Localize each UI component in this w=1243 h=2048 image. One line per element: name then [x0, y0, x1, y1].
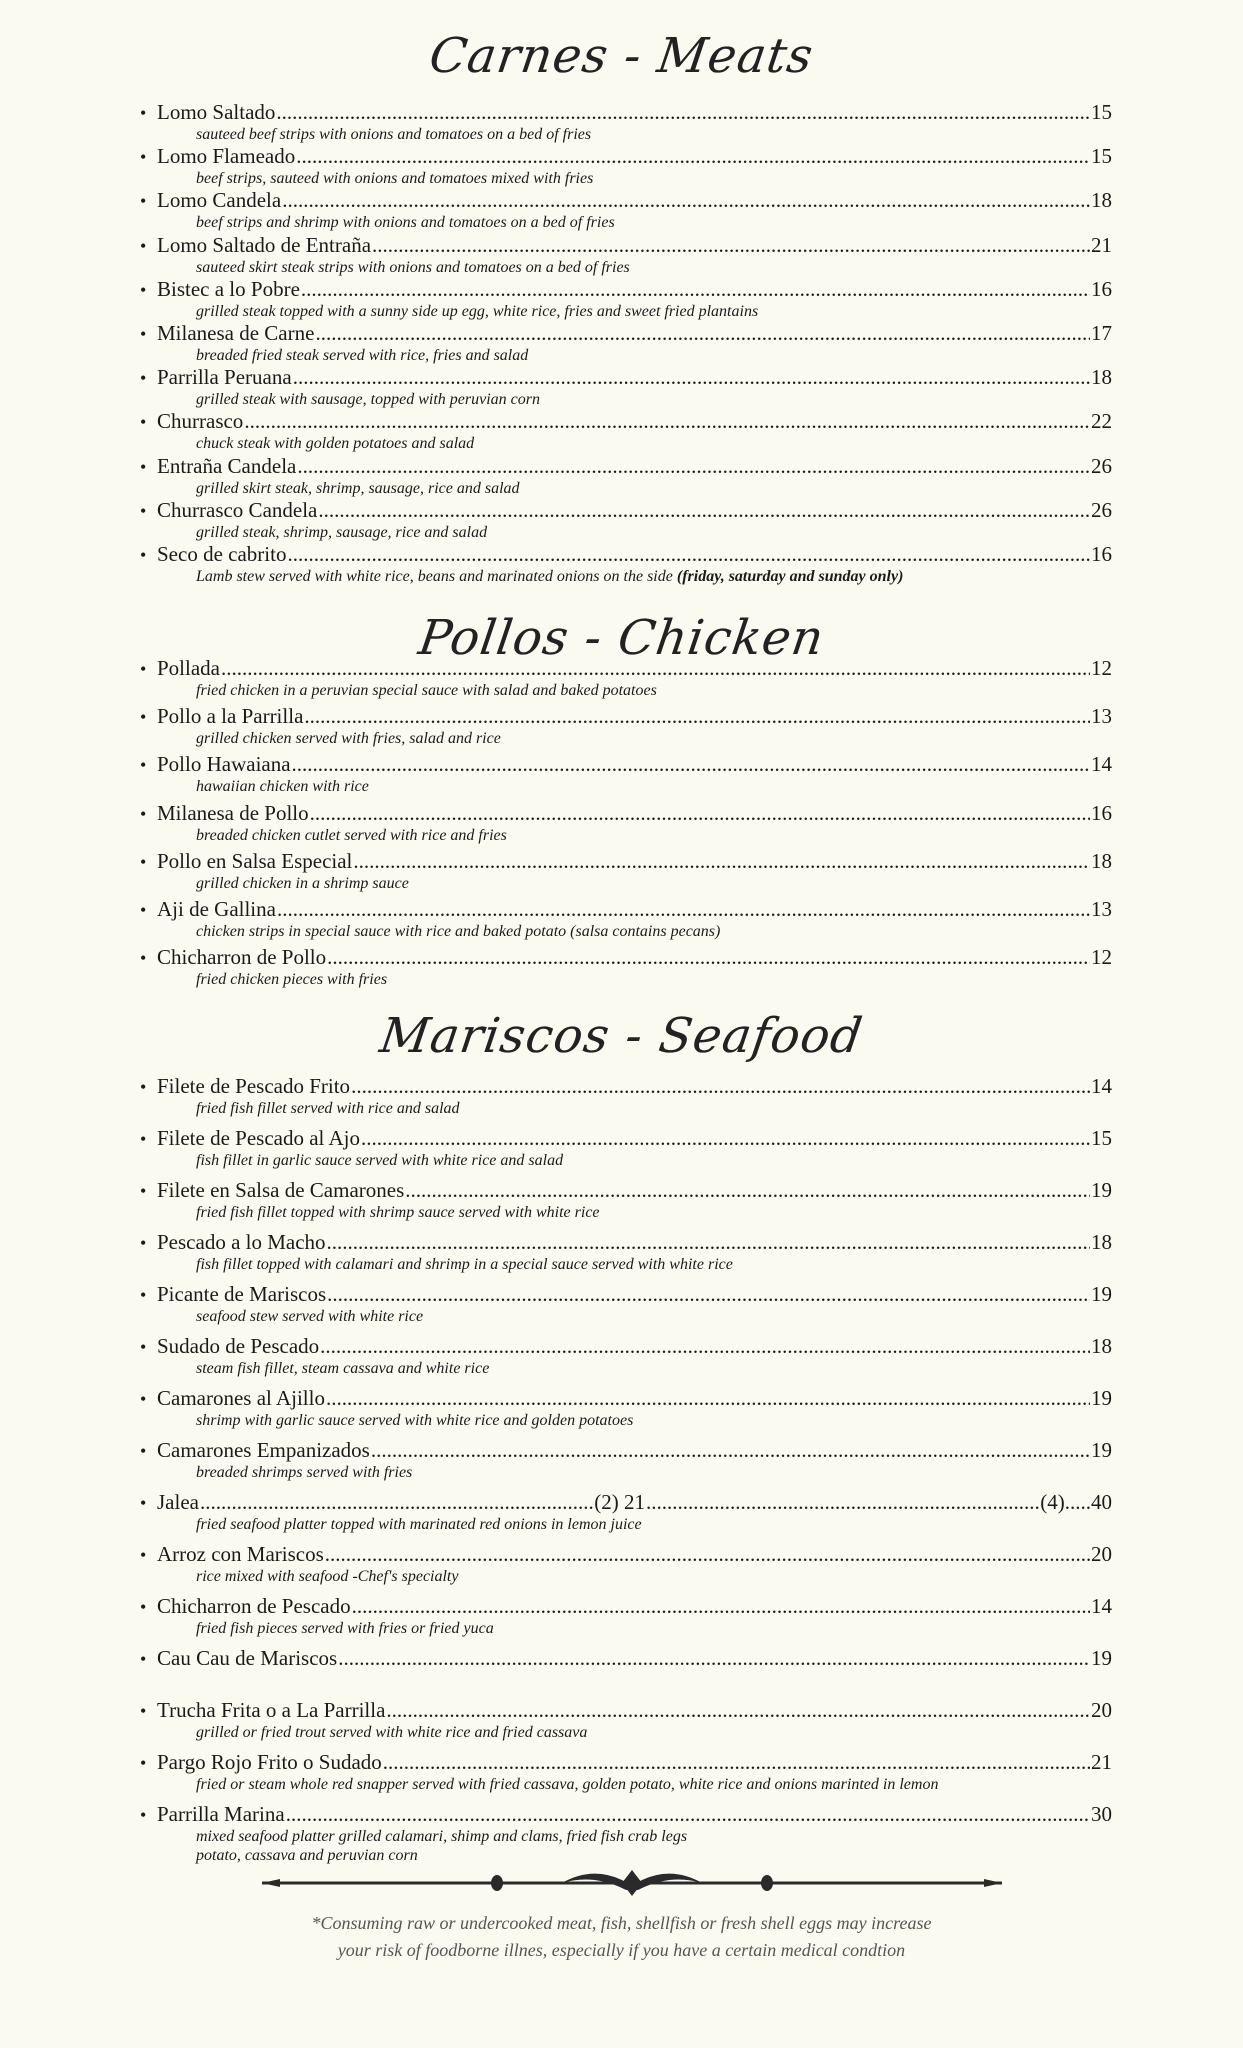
item-description [196, 1255, 1112, 1274]
menu-item [140, 498, 1112, 542]
item-description [196, 777, 1112, 796]
item-name: Milanesa de Carne [157, 321, 315, 345]
bullet-icon: • [140, 659, 147, 679]
ornamental-divider [262, 1866, 1002, 1900]
leader-dots [386, 1698, 1090, 1722]
bullet-icon: • [140, 948, 147, 969]
menu-item [140, 454, 1112, 498]
leader-dots [383, 1750, 1090, 1774]
leader-dots [297, 454, 1090, 478]
item-price: 18 [1091, 848, 1112, 873]
bullet-icon: • [140, 1129, 147, 1149]
menu-item-row [140, 277, 1112, 302]
item-description-text: grilled chicken in a shrimp sauce [196, 874, 409, 892]
item-name: Camarones al Ajillo [157, 1386, 325, 1410]
leader-dots [293, 365, 1090, 389]
item-description [196, 567, 1112, 586]
item-name: Sudado de Pescado [157, 1334, 320, 1358]
item-name: Bistec a lo Pobre [157, 276, 300, 301]
section-title-chicken: Pollos - Chicken [415, 610, 828, 666]
bullet-icon: • [140, 1441, 147, 1461]
menu-item [140, 1334, 1112, 1378]
bullet-icon: • [140, 412, 147, 433]
menu-item [140, 1750, 1112, 1794]
item-description [196, 1359, 1112, 1378]
menu-item [140, 656, 1112, 700]
menu-item-row [140, 1334, 1112, 1359]
item-name: Pescado a lo Macho [157, 1230, 326, 1254]
menu-item [140, 277, 1112, 321]
item-description [196, 681, 1112, 700]
item-description [196, 874, 1112, 893]
disclaimer-line-2: your risk of foodborne illnes, especially if you have a certain medical condtion [337, 1940, 906, 1960]
item-description [196, 1463, 1112, 1482]
item-description-continued: potato, cassava and peruvian corn [196, 1847, 418, 1864]
item-name: Lomo Flameado [157, 144, 296, 169]
item-description [196, 1775, 1112, 1794]
item-name: Chicharron de Pescado [157, 1594, 351, 1618]
item-description [196, 434, 1112, 453]
bullet-icon: • [140, 1753, 147, 1773]
item-description [196, 169, 1112, 188]
item-description-text: fried seafood platter topped with marinated red onions in lemon juice [196, 1516, 642, 1533]
item-description [196, 346, 1112, 365]
menu-item [140, 188, 1112, 232]
menu-item [140, 1282, 1112, 1326]
item-description-text: sauteed skirt steak strips with onions and tomatoes on a bed of fries [196, 258, 630, 276]
item-name: Pollo Hawaiana [157, 752, 291, 777]
menu-item-row [140, 1594, 1112, 1619]
item-description-text: chuck steak with golden potatoes and salad [196, 435, 475, 453]
leader-dots [292, 752, 1090, 776]
item-name: Camarones Empanizados [157, 1438, 370, 1462]
item-description [196, 922, 1112, 941]
leader-dots [351, 1074, 1090, 1098]
item-description-text: sauteed beef strips with onions and tomatoes on a bed of fries [196, 126, 592, 143]
menu-item [140, 1646, 1112, 1671]
menu-item [140, 1542, 1112, 1586]
item-price: 14 [1091, 1594, 1112, 1618]
item-description [196, 390, 1112, 409]
item-description-text: grilled skirt steak, shrimp, sausage, rice and salad [196, 479, 520, 497]
menu-item-row [140, 1438, 1112, 1463]
bullet-icon: • [140, 1701, 147, 1721]
bullet-icon: • [140, 500, 147, 521]
item-description-text: fried fish fillet served with rice and salad [196, 1100, 460, 1117]
bullet-icon: • [140, 755, 147, 776]
menu-item [140, 752, 1112, 796]
item-description [196, 479, 1112, 498]
menu-item-row [140, 656, 1112, 681]
leader-dots [371, 1438, 1090, 1462]
item-description [196, 258, 1112, 277]
menu-item-row [140, 1230, 1112, 1255]
item-price: 30 [1091, 1802, 1112, 1826]
leader-dots [304, 704, 1090, 728]
bullet-icon: • [140, 1649, 147, 1669]
menu-item-row [140, 1282, 1112, 1307]
leader-dots [320, 1334, 1090, 1358]
item-price: 16 [1091, 800, 1112, 825]
leader-dots [405, 1178, 1090, 1202]
menu-item-row [140, 1178, 1112, 1203]
item-price: 22 [1091, 409, 1112, 434]
menu-item [140, 542, 1112, 586]
leader-dots [352, 1594, 1090, 1618]
health-disclaimer [0, 1910, 1243, 1964]
bullet-icon: • [140, 1233, 147, 1253]
item-price: 12 [1091, 656, 1112, 680]
menu-item-row [140, 454, 1112, 479]
bullet-icon: • [140, 235, 147, 256]
menu-item [140, 1698, 1112, 1742]
bullet-icon: • [140, 279, 147, 300]
menu-item [140, 1594, 1112, 1638]
leader-dots [276, 100, 1090, 124]
bullet-icon: • [140, 1285, 147, 1305]
bullet-icon: • [140, 545, 147, 565]
menu-item [140, 897, 1112, 941]
leader-dots [221, 656, 1090, 680]
menu-item-row [140, 144, 1112, 169]
item-price: 17 [1091, 321, 1112, 345]
item-price: 21 [1091, 232, 1112, 257]
leader-dots [327, 945, 1090, 969]
item-name: Lomo Saltado [157, 100, 276, 124]
item-description-text: seafood stew served with white rice [196, 1308, 424, 1325]
bullet-icon: • [140, 851, 147, 872]
section-title-meats: Carnes - Meats [426, 28, 817, 84]
bullet-icon: • [140, 1389, 147, 1409]
item-description-text: chicken strips in special sauce with rice and baked potato (salsa contains pecans) [196, 923, 721, 940]
bullet-icon: • [140, 1181, 147, 1201]
menu-item-row [140, 409, 1112, 434]
bullet-icon: • [140, 1337, 147, 1357]
leader-dots [244, 409, 1090, 433]
item-description-note: (friday, saturday and sunday only) [676, 568, 904, 585]
menu-item-row [140, 1490, 1112, 1515]
bullet-icon: • [140, 368, 147, 389]
leader-dots [325, 1542, 1090, 1566]
item-description [196, 523, 1112, 542]
menu-item-row [140, 1698, 1112, 1723]
item-name: Seco de cabrito [157, 542, 287, 566]
item-description [196, 302, 1112, 321]
item-description-text: grilled steak, shrimp, sausage, rice and salad [196, 523, 488, 541]
item-price: 20 [1091, 1542, 1112, 1566]
menu-item-row [140, 365, 1112, 390]
item-description [196, 970, 1112, 989]
item-description-text: grilled or fried trout served with white rice and fried cassava [196, 1724, 588, 1741]
menu-item [140, 1438, 1112, 1482]
menu-item [140, 1230, 1112, 1274]
section-title-seafood: Mariscos - Seafood [376, 1008, 867, 1064]
menu-item [140, 144, 1112, 188]
leader-dots [353, 849, 1090, 873]
item-price: 18 [1091, 365, 1112, 390]
item-description-text: beef strips, sauteed with onions and tomatoes mixed with fries [196, 170, 594, 188]
item-description [196, 1827, 1112, 1846]
menu-item-row [140, 1126, 1112, 1151]
menu-item [140, 704, 1112, 748]
item-name: Picante de Mariscos [157, 1282, 327, 1306]
item-name: Lomo Saltado de Entraña [157, 232, 372, 257]
item-price-small: (2) 21 [594, 1490, 645, 1514]
item-description-text: breaded fried steak served with rice, fries and salad [196, 347, 529, 364]
item-description-text: fried fish pieces served with fries or fried yuca [196, 1620, 494, 1637]
bullet-icon: • [140, 191, 147, 212]
disclaimer-line-1: *Consuming raw or undercooked meat, fish, shellfish or fresh shell eggs may increase [311, 1913, 932, 1933]
item-price: 13 [1091, 704, 1112, 729]
item-price: 14 [1091, 1074, 1112, 1098]
item-price: 20 [1091, 1698, 1112, 1722]
item-price: 19 [1091, 1438, 1112, 1462]
leader-dots [301, 277, 1090, 301]
item-name: Milanesa de Pollo [157, 800, 309, 825]
leader-dots [318, 498, 1090, 522]
item-name: Cau Cau de Mariscos [157, 1646, 338, 1670]
item-price: 14 [1091, 752, 1112, 777]
leader-dots [286, 1802, 1090, 1826]
item-description [196, 1203, 1112, 1222]
bullet-icon: • [140, 324, 147, 344]
item-description [196, 1567, 1112, 1586]
item-description [196, 1723, 1112, 1742]
leader-dots [282, 188, 1090, 212]
item-price: 16 [1091, 276, 1112, 301]
item-price: 15 [1091, 100, 1112, 124]
item-name: Churrasco Candela [157, 497, 318, 522]
item-price: 13 [1091, 897, 1112, 921]
item-price: 19 [1091, 1646, 1112, 1670]
bullet-icon: • [140, 1493, 147, 1513]
menu-item-row [140, 1802, 1112, 1827]
bullet-icon: • [140, 900, 147, 920]
menu-item-row [140, 233, 1112, 258]
item-description [196, 826, 1112, 845]
leader-dots [287, 542, 1090, 566]
item-price: 18 [1091, 1230, 1112, 1254]
leader-dots [338, 1646, 1090, 1670]
item-description-text: grilled steak with sausage, topped with peruvian corn [196, 391, 540, 409]
item-price: 26 [1091, 453, 1112, 478]
menu-item-row [140, 100, 1112, 125]
item-description [196, 213, 1112, 232]
menu-item [140, 945, 1112, 989]
item-name: Parrilla Peruana [157, 365, 292, 390]
leader-dots [310, 801, 1090, 825]
menu-item [140, 801, 1112, 845]
menu-item-row [140, 542, 1112, 567]
item-price: 26 [1091, 497, 1112, 522]
menu-item-row [140, 752, 1112, 777]
item-description-text: fried chicken in a peruvian special sauce with salad and baked potatoes [196, 682, 657, 699]
item-description [196, 1151, 1112, 1170]
item-description [196, 1099, 1112, 1118]
leader-dots [296, 144, 1090, 168]
menu-item [140, 1802, 1112, 1865]
bullet-icon: • [140, 1597, 147, 1617]
menu-item-row [140, 897, 1112, 922]
item-name: Filete en Salsa de Camarones [157, 1178, 405, 1202]
menu-item-row [140, 188, 1112, 213]
menu-item [140, 1386, 1112, 1430]
menu-item [140, 1490, 1112, 1534]
menu-item-row [140, 849, 1112, 874]
item-price: 18 [1091, 1334, 1112, 1358]
menu-item [140, 321, 1112, 365]
menu-item [140, 409, 1112, 453]
item-name: Pargo Rojo Frito o Sudado [157, 1750, 382, 1774]
item-description-text: grilled steak topped with a sunny side up egg, white rice, fries and sweet fried plantains [196, 302, 759, 320]
menu-item-row [140, 1386, 1112, 1411]
item-description-text: hawaiian chicken with rice [196, 778, 369, 796]
item-description-text: breaded shrimps served with fries [196, 1464, 413, 1481]
bullet-icon: • [140, 707, 147, 728]
leader-dots [327, 1230, 1090, 1254]
leader-dots [646, 1490, 1039, 1514]
item-description [196, 125, 1112, 144]
item-description-text: fish fillet in garlic sauce served with white rice and salad [196, 1152, 564, 1169]
item-price: 16 [1091, 542, 1112, 566]
item-price: 15 [1091, 144, 1112, 169]
item-description [196, 1619, 1112, 1638]
menu-item-row [140, 1542, 1112, 1567]
item-name: Chicharron de Pollo [157, 945, 327, 970]
bullet-icon: • [140, 1077, 147, 1097]
menu-item-row [140, 945, 1112, 970]
item-name: Lomo Candela [157, 188, 282, 213]
leader-dots [372, 233, 1090, 257]
item-name: Parrilla Marina [157, 1802, 285, 1826]
item-description [196, 1307, 1112, 1326]
bullet-icon: • [140, 147, 147, 168]
bullet-icon: • [140, 456, 147, 477]
item-name: Jalea [157, 1490, 199, 1514]
leader-dots [200, 1490, 593, 1514]
bullet-icon: • [140, 1805, 147, 1825]
item-price: 21 [1091, 1750, 1112, 1774]
item-description-text: beef strips and shrimp with onions and tomatoes on a bed of fries [196, 214, 615, 232]
item-description-text: rice mixed with seafood -Chef's specialty [196, 1568, 459, 1585]
item-description [196, 1411, 1112, 1430]
menu-item-row [140, 1750, 1112, 1775]
item-description-text: grilled chicken served with fries, salad and rice [196, 730, 501, 748]
bullet-icon: • [140, 803, 147, 824]
item-description-text: fish fillet topped with calamari and shrimp in a special sauce served with white rice [196, 1256, 733, 1273]
menu-item-row [140, 704, 1112, 729]
item-price: 19 [1091, 1178, 1112, 1202]
menu-item-row [140, 801, 1112, 826]
bullet-icon: • [140, 1545, 147, 1565]
menu-item [140, 365, 1112, 409]
menu-item [140, 1074, 1112, 1118]
item-price: 18 [1091, 188, 1112, 213]
menu-item-row [140, 321, 1112, 346]
menu-item [140, 233, 1112, 277]
item-name: Trucha Frita o a La Parrilla [157, 1698, 386, 1722]
menu-item-row [140, 1646, 1112, 1671]
item-name: Entraña Candela [157, 453, 297, 478]
menu-item [140, 849, 1112, 893]
item-price: 19 [1091, 1282, 1112, 1306]
item-price: (4).....40 [1040, 1490, 1113, 1514]
item-description-text: steam fish fillet, steam cassava and white rice [196, 1360, 490, 1377]
item-description-text: breaded chicken cutlet served with rice and fries [196, 826, 507, 844]
item-description [196, 1515, 1112, 1534]
menu-item [140, 100, 1112, 144]
item-description-text: fried fish fillet topped with shrimp sauce served with white rice [196, 1204, 600, 1221]
item-description-text: fried chicken pieces with fries [196, 971, 388, 989]
leader-dots [326, 1386, 1090, 1410]
item-name: Pollo a la Parrilla [157, 704, 304, 729]
leader-dots [361, 1126, 1090, 1150]
item-description-text: mixed seafood platter grilled calamari, shimp and clams, fried fish crab legs [196, 1828, 688, 1845]
item-price: 19 [1091, 1386, 1112, 1410]
item-name: Arroz con Mariscos [157, 1542, 324, 1566]
bullet-icon: • [140, 103, 147, 123]
menu-item [140, 1178, 1112, 1222]
item-name: Filete de Pescado al Ajo [157, 1126, 360, 1150]
item-name: Filete de Pescado Frito [157, 1074, 351, 1098]
leader-dots [315, 321, 1090, 345]
item-price: 15 [1091, 1126, 1112, 1150]
item-price: 12 [1091, 945, 1112, 970]
item-description [196, 729, 1112, 748]
item-description-text: fried or steam whole red snapper served with fried cassava, golden potato, white rice and onions marinted in lemon [196, 1776, 939, 1793]
leader-dots [277, 897, 1090, 921]
item-name: Churrasco [157, 409, 244, 434]
menu-item [140, 1126, 1112, 1170]
leader-dots [327, 1282, 1090, 1306]
item-name: Pollada [157, 656, 220, 680]
item-name: Aji de Gallina [157, 897, 276, 921]
menu-item-row [140, 498, 1112, 523]
item-description-text: shrimp with garlic sauce served with white rice and golden potatoes [196, 1412, 634, 1429]
item-name: Pollo en Salsa Especial [157, 848, 353, 873]
menu-item-row [140, 1074, 1112, 1099]
item-description-text: Lamb stew served with white rice, beans and marinated onions on the side [196, 568, 673, 585]
